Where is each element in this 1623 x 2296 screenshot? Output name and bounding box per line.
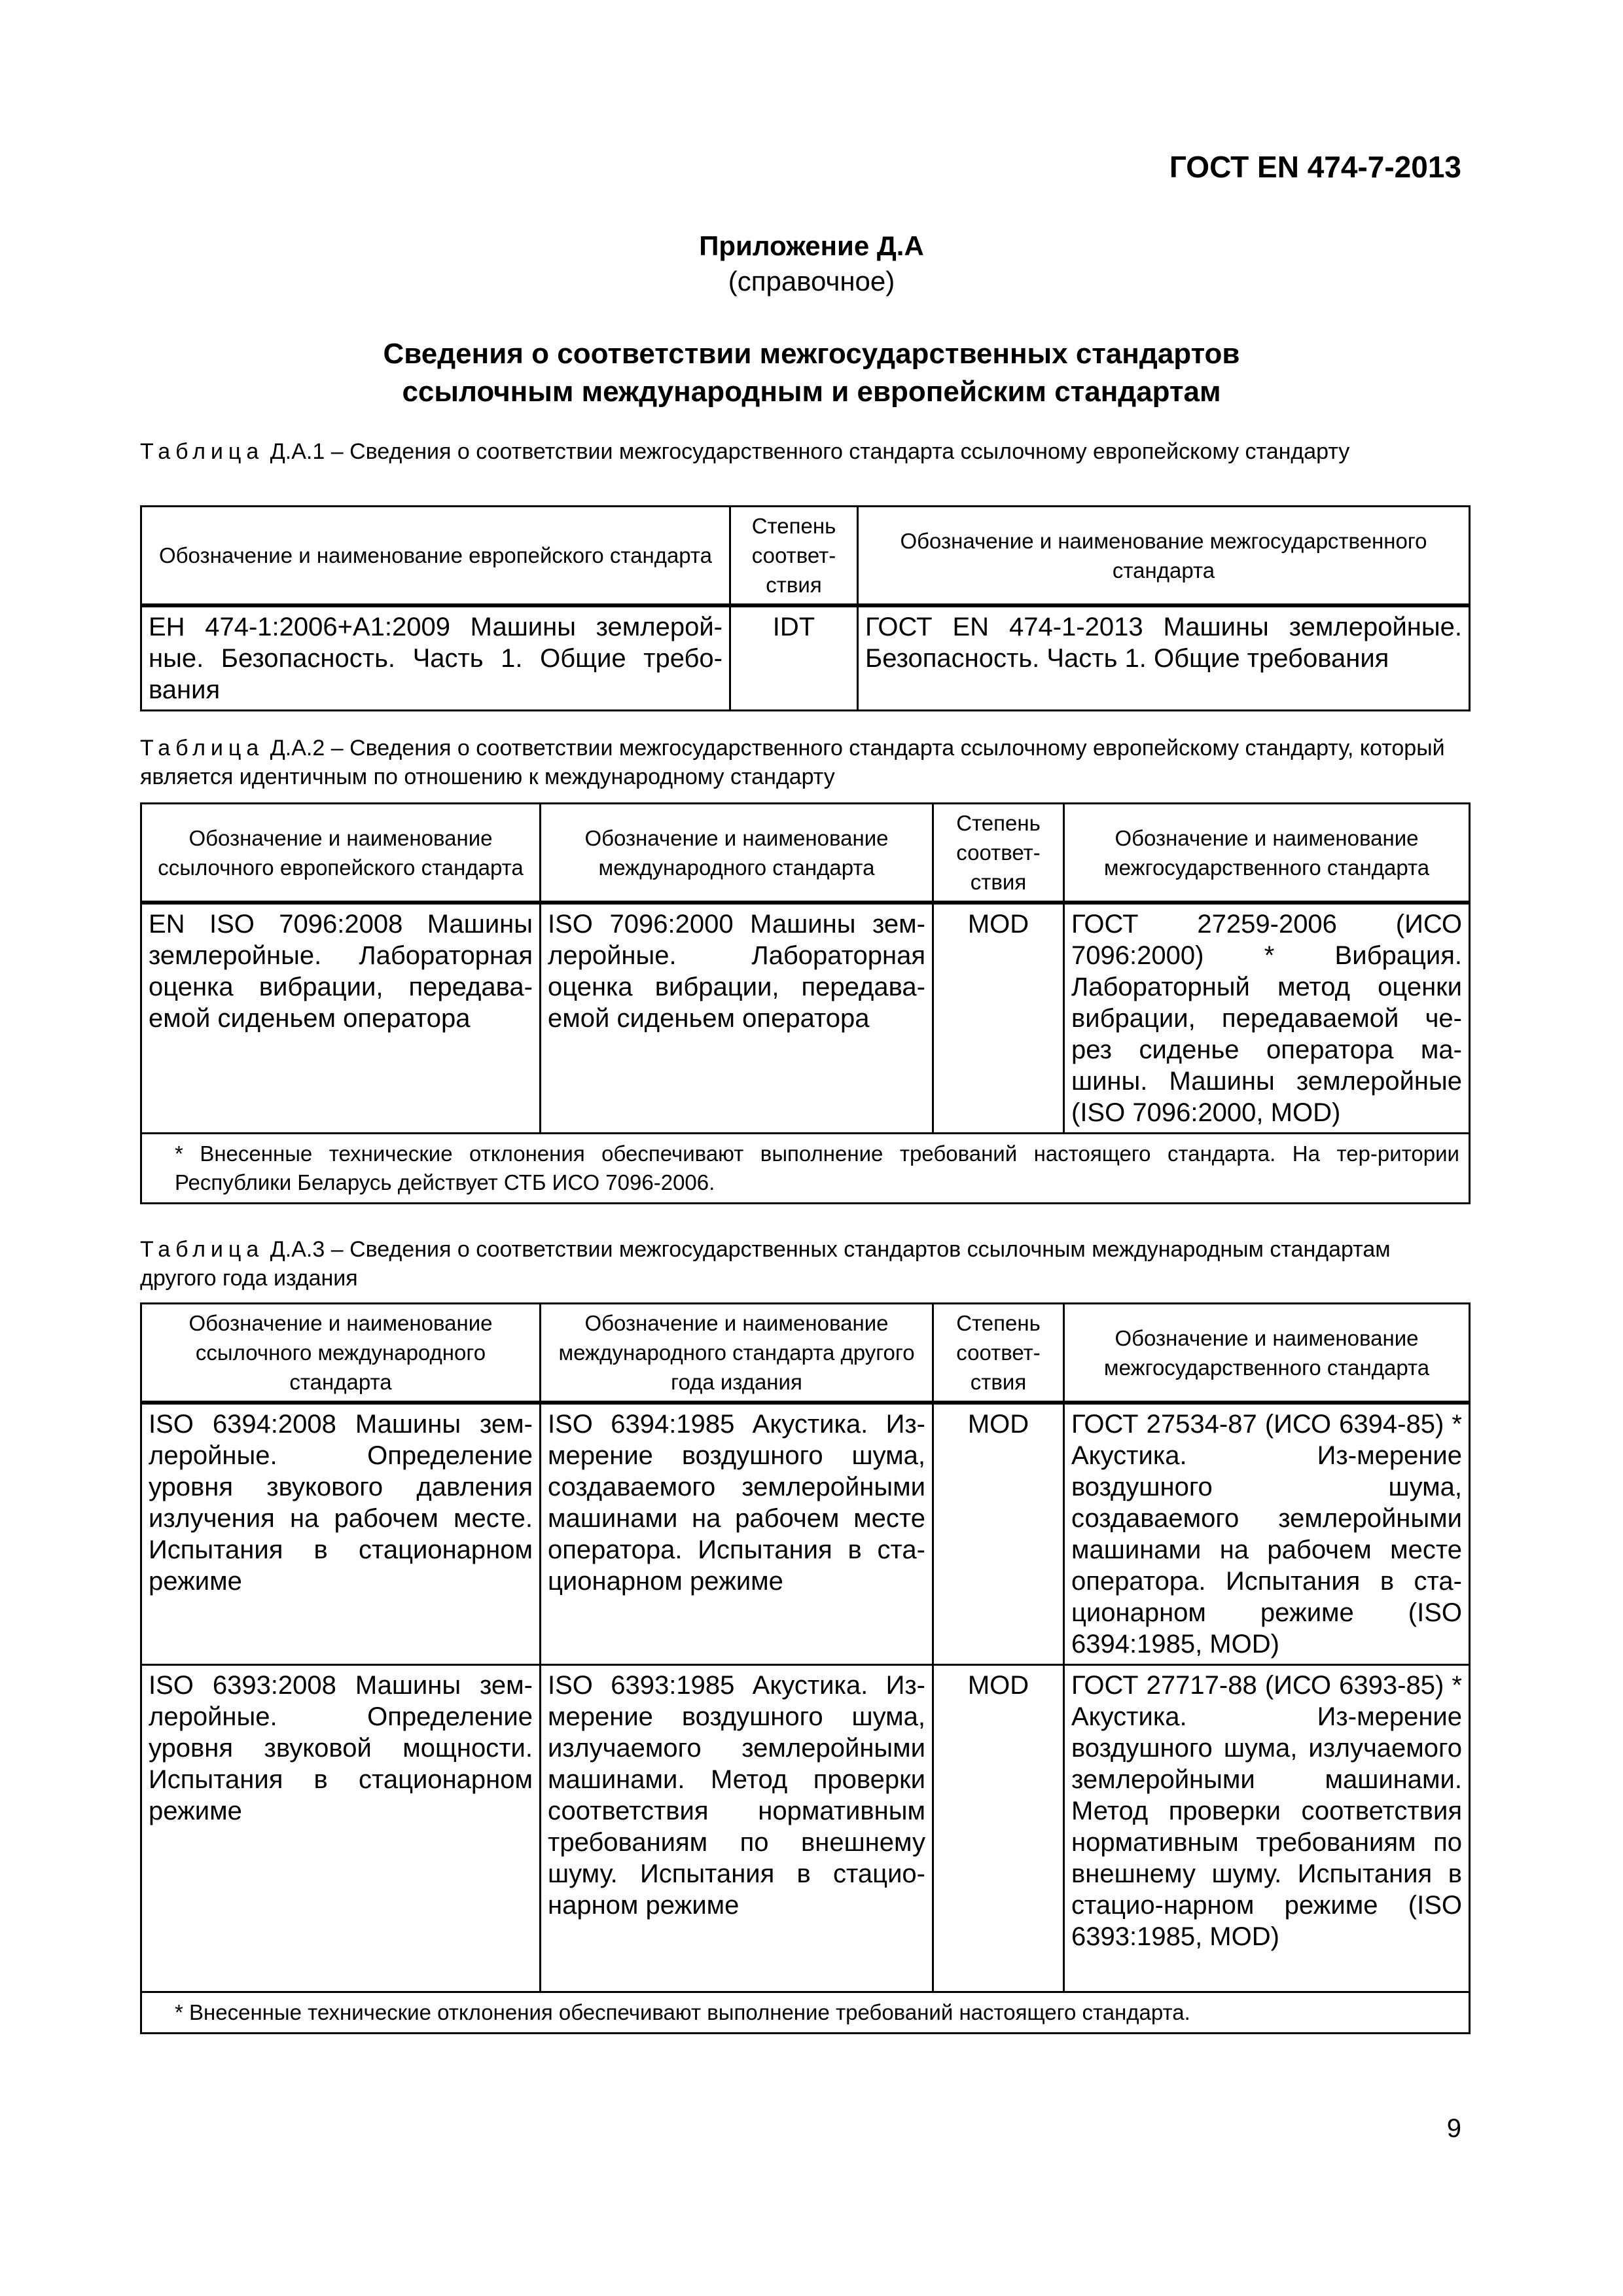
table-cell: ISO 6393:1985 Акустика. Из-мерение воздушного шума, излучаемого землеройными машинами. Метод проверки соответствия нормативным требованиям по внешнему шуму. Испытания в стацио-нарном режиме [541, 1665, 933, 1992]
table-cell: MOD [933, 1665, 1064, 1992]
annex-heading [0, 230, 1623, 297]
table-row [141, 1665, 1470, 1992]
table1-caption-label: Таблица [140, 439, 264, 464]
table-cell: ISO 6394:2008 Машины зем-леройные. Определение уровня звукового давления излучения на рабочем месте. Испытания в стационарном режиме [141, 1403, 541, 1665]
table1 [140, 505, 1471, 711]
table-cell: ISO 7096:2000 Машины зем-леройные. Лабораторная оценка вибрации, передава-емой сиденьем оператора [541, 903, 933, 1134]
section-title-line2: ссылочным международным и европейским стандартам [402, 376, 1221, 408]
table-cell: IDT [730, 605, 858, 711]
table-row [141, 605, 1470, 711]
table-cell: ЕН 474-1:2006+А1:2009 Машины землерой-ные. Безопасность. Часть 1. Общие требо-вания [141, 605, 730, 711]
table-cell: ISO 6393:2008 Машины зем-леройные. Определение уровня звуковой мощности. Испытания в стационарном режиме [141, 1665, 541, 1992]
table3-caption-text: Д.А.3 – Сведения о соответствии межгосударственных стандартов ссылочным международным стандартам другого года издания [140, 1237, 1391, 1291]
table-cell: ГОСТ EN 474-1-2013 Машины землеройные. Безопасность. Часть 1. Общие требования [858, 605, 1470, 711]
table2-caption-label: Таблица [140, 736, 264, 761]
table-cell: MOD [933, 903, 1064, 1134]
table3-caption [140, 1235, 1469, 1293]
table1-header-cell: Обозначение и наименование европейского стандарта [141, 507, 730, 606]
table3 [140, 1302, 1471, 2034]
table3-footnote-row [141, 1992, 1470, 2034]
table-cell: ISO 6394:1985 Акустика. Из-мерение воздушного шума, создаваемого землеройными машинами на рабочем месте оператора. Испытания в ста-ционарном режиме [541, 1403, 933, 1665]
table3-header-row [141, 1304, 1470, 1403]
table2-caption-text: Д.А.2 – Сведения о соответствии межгосударственного стандарта ссылочному европейскому стандарту, который является идентичным по отношению к международному стандарту [140, 736, 1445, 789]
section-title [0, 335, 1623, 411]
table2-header-row [141, 804, 1470, 903]
table2-caption [140, 734, 1469, 791]
table3-header-cell: Обозначение и наименование ссылочного международного стандарта [141, 1304, 541, 1403]
table1-header-row [141, 507, 1470, 606]
table2-header-cell: Обозначение и наименование ссылочного европейского стандарта [141, 804, 541, 903]
annex-title: Приложение Д.А [699, 230, 924, 261]
table2-header-cell: Обозначение и наименование международного стандарта [541, 804, 933, 903]
table1-caption [140, 437, 1469, 466]
table3-caption-label: Таблица [140, 1237, 264, 1262]
annex-subtitle: (справочное) [728, 266, 895, 296]
table2-header-cell: Степень соответ-ствия [933, 804, 1064, 903]
document-code: ГОСТ EN 474-7-2013 [1169, 150, 1461, 184]
table1-caption-text: Д.А.1 – Сведения о соответствии межгосударственного стандарта ссылочному европейскому стандарту [264, 439, 1350, 464]
table3-header-cell: Обозначение и наименование международного стандарта другого года издания [541, 1304, 933, 1403]
table-cell: ГОСТ 27259-2006 (ИСО 7096:2000) * Вибрация. Лабораторный метод оценки вибрации, передаваемой че-рез сиденье оператора ма-шины. Машины землеройные (ISO 7096:2000, MOD) [1064, 903, 1470, 1134]
table-cell: MOD [933, 1403, 1064, 1665]
table1-header-cell: Обозначение и наименование межгосударственного стандарта [858, 507, 1470, 606]
table2-footnote-row [141, 1134, 1470, 1204]
table-row [141, 1403, 1470, 1665]
table3-header-cell: Обозначение и наименование межгосударственного стандарта [1064, 1304, 1470, 1403]
table-cell: EN ISO 7096:2008 Машины землеройные. Лабораторная оценка вибрации, передава-емой сиденьем оператора [141, 903, 541, 1134]
table2 [140, 802, 1471, 1204]
table2-footnote: * Внесенные технические отклонения обеспечивают выполнение требований настоящего стандарта. На тер-ритории Республики Беларусь действует СТБ ИСО 7096-2006. [141, 1134, 1470, 1204]
table1-header-cell: Степень соответ-ствия [730, 507, 858, 606]
table-cell: ГОСТ 27717-88 (ИСО 6393-85) * Акустика. Из-мерение воздушного шума, излучаемого землеройными машинами. Метод проверки соответствия нормативным требованиям по внешнему шуму. Испытания в стацио-нарном режиме (ISO 6393:1985, MOD) [1064, 1665, 1470, 1992]
table-row [141, 903, 1470, 1134]
table2-header-cell: Обозначение и наименование межгосударственного стандарта [1064, 804, 1470, 903]
section-title-line1: Сведения о соответствии межгосударственных стандартов [383, 338, 1240, 370]
table3-footnote: * Внесенные технические отклонения обеспечивают выполнение требований настоящего стандарта. [141, 1992, 1470, 2034]
table3-header-cell: Степень соответ-ствия [933, 1304, 1064, 1403]
table-cell: ГОСТ 27534-87 (ИСО 6394-85) * Акустика. Из-мерение воздушного шума, создаваемого землеройными машинами на рабочем месте оператора. Испытания в ста-ционарном режиме (ISO 6394:1985, MOD) [1064, 1403, 1470, 1665]
page-number: 9 [1446, 2114, 1461, 2143]
